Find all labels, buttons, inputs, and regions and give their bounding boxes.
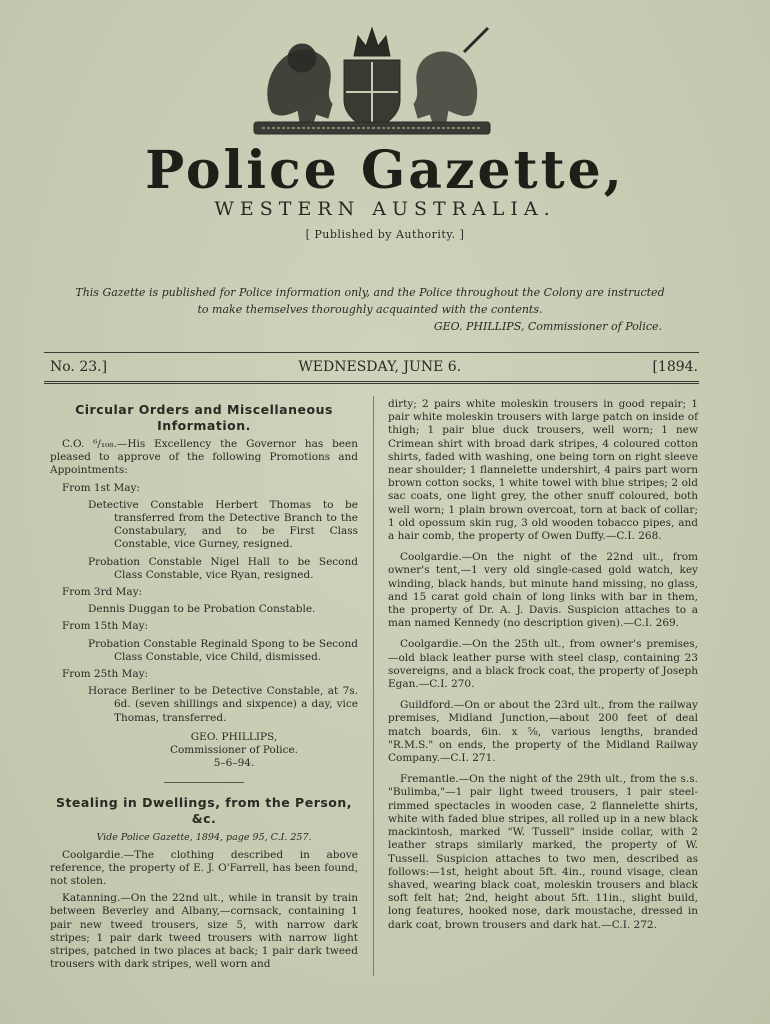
appointment-entry: Detective Constable Herbert Thomas to be transferred from the Detective Branch to the Constabulary, and to be First Class Constable, vice Gurney, resigned. (88, 498, 358, 551)
gazette-title: Police Gazette, (145, 140, 625, 201)
from-date: From 1st May: (62, 481, 141, 494)
section-heading-stealing: Stealing in Dwellings, from the Person, &c. (55, 795, 353, 827)
section-heading-circular-orders: Circular Orders and Miscellaneous Information. (75, 402, 333, 433)
rule-bottom (44, 381, 699, 384)
appointment-entry: Probation Constable Nigel Hall to be Second Class Constable, vice Ryan, resigned. (88, 555, 358, 581)
from-date: From 25th May: (62, 668, 149, 681)
issue-date: WEDNESDAY, JUNE 6. (298, 359, 462, 375)
report-continuation: dirty; 2 pairs white moleskin trousers in good repair; 1 pair white moleskin trousers with large patch on inside of thigh; 1 pair blue duck trousers, well worn; 1 new Crimean shirt with broad dark stripes, 4 coloured cotton shirts, faded with washing, one being torn on right sleeve near shoulder; 1 flannelette undershirt, 4 pairs part worn brown cotton socks, 1 white towel with blue stripes; 2 old sac coats, one light grey, the other snuff coloured, both well worn; 1 plain brown overcoat, torn at back of collar; 1 old opossum skin rug, 3 old wooden tobacco pipes, and a hair comb, the property of Owen Duffy.—C.I. 268. (388, 398, 698, 543)
commissioner-signature: GEO. PHILLIPS, Commissioner of Police. (433, 320, 662, 333)
issue-year: [1894. (652, 359, 698, 375)
issue-line (50, 359, 698, 375)
from-date: From 15th May: (62, 620, 149, 633)
signature-name: GEO. PHILLIPS, (190, 730, 278, 743)
report-coolgardie: Coolgardie.—On the night of the 22nd ult., from owner's tent,—1 very old single-cased gold watch, key winding, black hands, but minute hand missing, no glass, and 15 carat gold chain of long links with bar in them, the property of Dr. A. J. Davis. Suspicion attaches to a man named Kennedy (no description given).—C.I. 269. (388, 551, 698, 630)
issue-number: No. 23.] (50, 359, 108, 375)
report-fremantle: Fremantle.—On the night of the 29th ult., from the s.s. "Bulimba,"—1 pair light tweed trousers, 1 pair steel-rimmed spectacles in wooden case, 2 flannelette shirts, white with faded blue stripes, all rolled up in a new black mackintosh, marked "W. Tussell" inside collar, with 2 leather straps similarly marked, the property of W. Tussell. Suspicion attaches to two men, described as follows:—1st, height about 5ft. 4in., round visage, clean shaved, wearing black coat, moleskin trousers and black soft felt hat; 2nd, height about 5ft. 11in., slight build, long features, hooked nose, dark moustache, dressed in dark coat, brown trousers and dark hat.—C.I. 272. (388, 773, 698, 931)
appointment-entry: Probation Constable Reginald Spong to be Second Class Constable, vice Child, dismissed. (88, 637, 358, 663)
appointment-entry: Dennis Duggan to be Probation Constable. (88, 603, 316, 616)
royal-coat-of-arms-icon (232, 22, 512, 140)
appointment-entry: Horace Berliner to be Detective Constable, at 7s. 6d. (seven shillings and sixpence) a day, vice Thomas, transferred. (88, 685, 358, 724)
vide-reference: Vide Police Gazette, 1894, page 95, C.I. 257. (96, 832, 312, 844)
gazette-subtitle: WESTERN AUSTRALIA. (214, 198, 556, 220)
column-divider (373, 396, 374, 976)
promotions-intro: C.O. ⁶/₁₀₈.—His Excellency the Governor has been pleased to approve of the following Promotions and Appointments: (50, 438, 358, 477)
rule-top (44, 352, 699, 353)
section-separator (164, 782, 244, 783)
published-by-authority: [ Published by Authority. ] (305, 228, 465, 241)
report-coolgardie: Coolgardie.—The clothing described in above reference, the property of E. J. O'Farrell, has been found, not stolen. (50, 848, 358, 888)
gazette-notice: This Gazette is published for Police information only, and the Police throughout the Colony are instructed to make themselves thoroughly acquainted with the contents. (75, 286, 665, 316)
report-guildford: Guildford.—On or about the 23rd ult., from the railway premises, Midland Junction,—about 200 feet of deal match boards, 6in. x ⅝, various lengths, branded "R.M.S." on ends, the property of the Midland Railway Company.—C.I. 271. (388, 699, 698, 765)
right-column (388, 398, 698, 936)
signature-title: Commissioner of Police. (169, 744, 299, 757)
report-coolgardie: Coolgardie.—On the 25th ult., from owner's premises,—old black leather purse with steel clasp, containing 23 sovereigns, and a black frock coat, the property of Joseph Egan.—C.I. 270. (388, 638, 698, 691)
left-column (50, 398, 358, 976)
from-date: From 3rd May: (62, 586, 143, 599)
report-katanning: Katanning.—On the 22nd ult., while in transit by train between Beverley and Albany,—cornsack, containing 1 pair new tweed trousers, size 5, with narrow dark stripes; 1 pair dark tweed trousers with narrow light stripes, patched in two places at back; 1 pair dark tweed trousers with dark stripes, well worn and (50, 892, 358, 971)
signature-date: 5–6–94. (213, 757, 255, 770)
